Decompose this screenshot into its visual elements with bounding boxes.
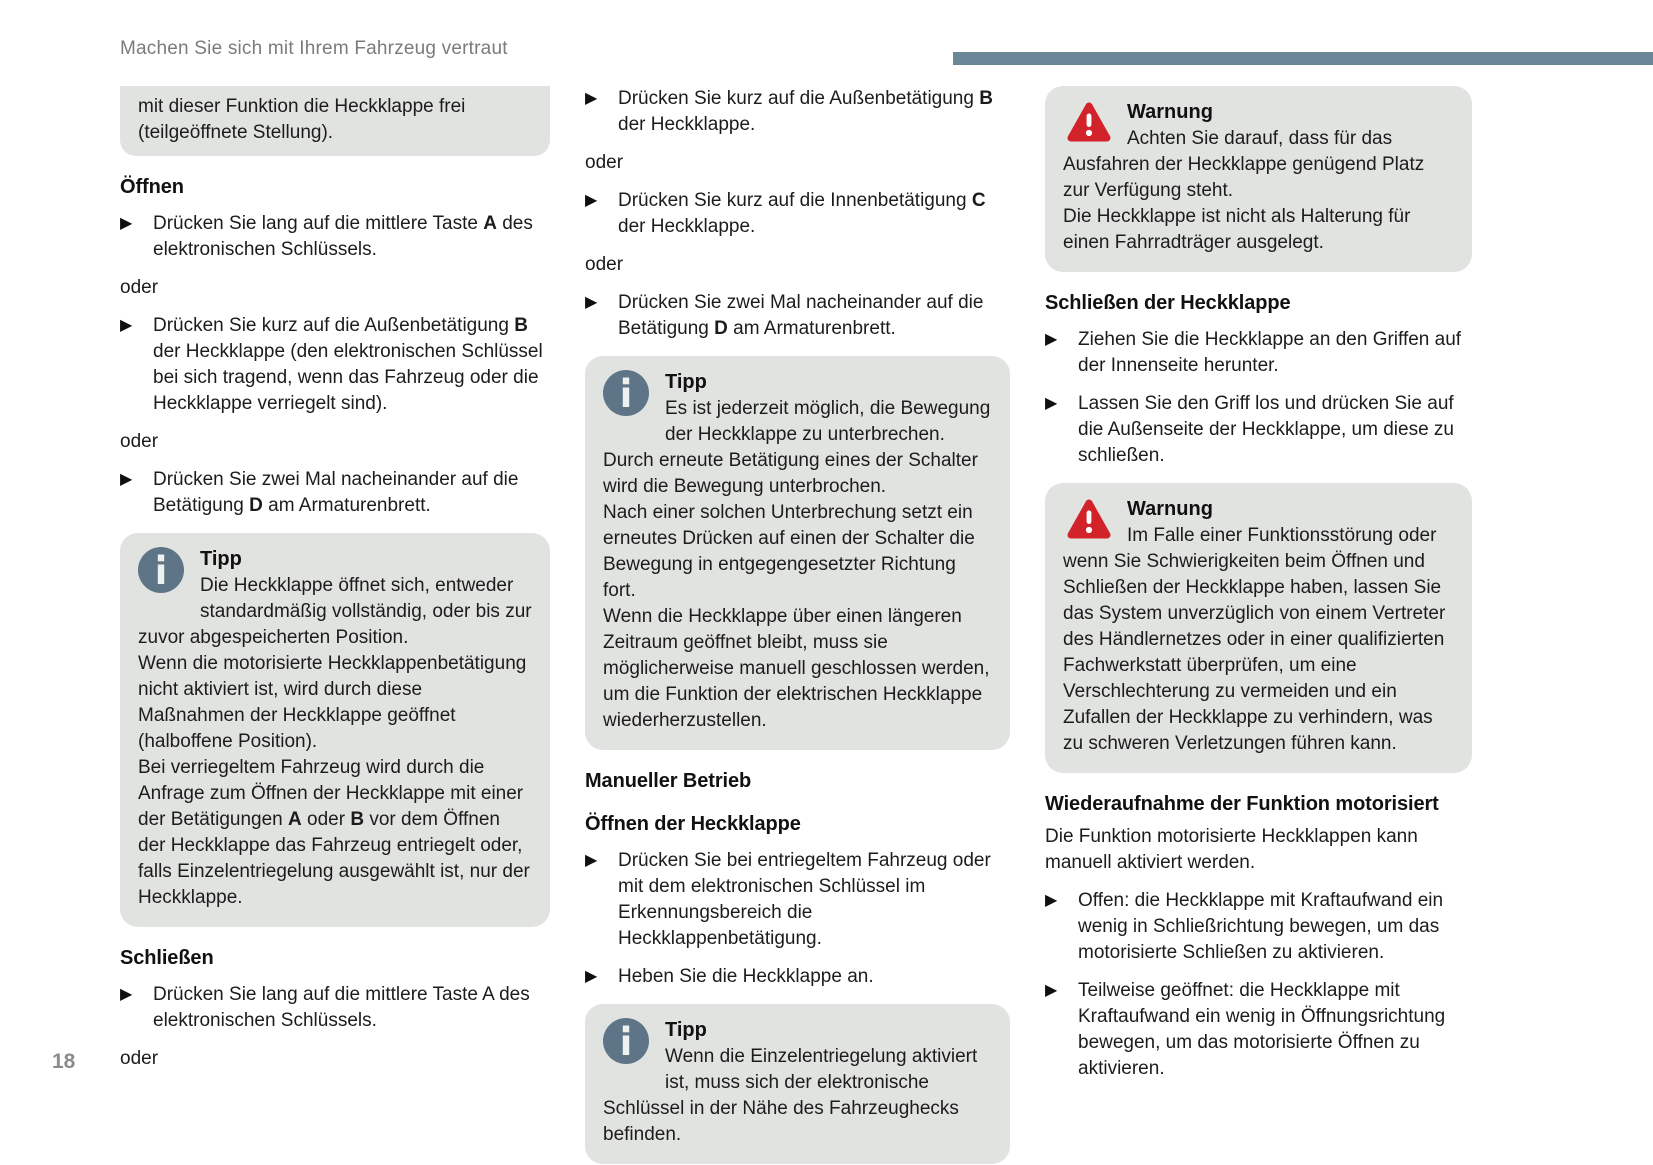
section-heading-oeffnen: Öffnen bbox=[120, 176, 184, 198]
content-columns bbox=[120, 86, 1472, 1165]
tip-title: Tipp bbox=[665, 371, 707, 393]
bullet-arrow-icon: ▶ bbox=[585, 192, 598, 209]
section-heading-schliessen-der-heckklappe: Schließen der Heckklappe bbox=[1045, 292, 1291, 314]
intro-text: mit dieser Funktion die Heckklappe frei (teilgeöffnete Stellung). bbox=[138, 96, 466, 143]
oder-label: oder bbox=[120, 277, 159, 298]
tip-text-line: Nach einer solchen Unterbrechung setzt ein erneutes Drücken auf einen der Schalter die Bewegung in entgegengesetzter Richtung fort. bbox=[603, 502, 975, 601]
column-middle bbox=[585, 86, 1010, 1165]
tip-box bbox=[120, 533, 550, 927]
bullet-text: Teilweise geöffnet: die Heckklappe mit Kraftaufwand ein wenig in Öffnungsrichtung bewegen, um das motorisierte Öffnen zu aktivieren. bbox=[1078, 980, 1446, 1079]
oder-label: oder bbox=[585, 254, 624, 275]
bullet-text: Drücken Sie bei entriegeltem Fahrzeug oder mit dem elektronischen Schlüssel im Erkennungsbereich die Heckklappenbetätigung. bbox=[618, 850, 991, 949]
bullet-arrow-icon: ▶ bbox=[120, 986, 133, 1003]
tip-text-line: Durch erneute Betätigung eines der Schalter wird die Bewegung unterbrochen. bbox=[603, 450, 978, 497]
tip-box bbox=[585, 1004, 1010, 1164]
warning-box bbox=[1045, 483, 1472, 773]
column-right bbox=[1045, 86, 1472, 1094]
section-heading-schliessen: Schließen bbox=[120, 947, 214, 969]
bullet-item bbox=[120, 467, 550, 519]
bullet-arrow-icon: ▶ bbox=[120, 317, 133, 334]
page-number: 18 bbox=[52, 1050, 76, 1073]
warning-box bbox=[1045, 86, 1472, 272]
warning-text-line: Die Heckklappe ist nicht als Halterung für einen Fahrradträger ausgelegt. bbox=[1063, 206, 1411, 253]
tip-title: Tipp bbox=[200, 548, 242, 570]
bullet-text: Drücken Sie lang auf die mittlere Taste A des elektronischen Schlüssels. bbox=[153, 213, 533, 260]
bullet-text: Offen: die Heckklappe mit Kraftaufwand ein wenig in Schließrichtung bewegen, um das motorisierte Schließen zu aktivieren. bbox=[1078, 890, 1444, 963]
bullet-item bbox=[585, 86, 1010, 138]
bullet-text: Drücken Sie zwei Mal nacheinander auf die Betätigung D am Armaturenbrett. bbox=[618, 292, 984, 339]
bullet-arrow-icon: ▶ bbox=[120, 471, 133, 488]
info-icon bbox=[138, 547, 184, 593]
tip-text-line: Die Heckklappe öffnet sich, entweder standardmäßig vollständig, oder bis zur zuvor abgespeicherten Position. bbox=[138, 575, 532, 648]
bullet-item bbox=[1045, 888, 1472, 966]
bullet-arrow-icon: ▶ bbox=[1045, 331, 1058, 348]
bullet-arrow-icon: ▶ bbox=[120, 215, 133, 232]
warning-text-line: Achten Sie darauf, dass für das Ausfahren der Heckklappe genügend Platz zur Verfügung steht. bbox=[1063, 128, 1425, 201]
header-accent-bar bbox=[953, 52, 1653, 65]
info-icon bbox=[603, 370, 649, 416]
bullet-arrow-icon: ▶ bbox=[585, 968, 598, 985]
bullet-text: Drücken Sie kurz auf die Innenbetätigung C der Heckklappe. bbox=[618, 190, 986, 237]
bullet-item bbox=[1045, 391, 1472, 469]
warning-title: Warnung bbox=[1127, 498, 1213, 520]
section-heading-manueller-betrieb: Manueller Betrieb bbox=[585, 770, 752, 792]
bullet-text: Drücken Sie kurz auf die Außenbetätigung B der Heckklappe. bbox=[618, 88, 993, 135]
oder-label: oder bbox=[120, 1048, 159, 1069]
bullet-arrow-icon: ▶ bbox=[585, 294, 598, 311]
bullet-text: Lassen Sie den Griff los und drücken Sie auf die Außenseite der Heckklappe, um diese zu schließen. bbox=[1078, 393, 1454, 466]
bullet-arrow-icon: ▶ bbox=[1045, 892, 1058, 909]
bullet-text: Drücken Sie zwei Mal nacheinander auf die Betätigung D am Armaturenbrett. bbox=[153, 469, 519, 516]
bullet-arrow-icon: ▶ bbox=[1045, 395, 1058, 412]
bullet-item bbox=[1045, 978, 1472, 1082]
bullet-text: Heben Sie die Heckklappe an. bbox=[618, 966, 874, 987]
tip-text-line: Wenn die motorisierte Heckklappenbetätigung nicht aktiviert ist, wird durch diese Maßnahmen der Heckklappe geöffnet (halboffene Position). bbox=[138, 653, 527, 752]
tip-text-line: Es ist jederzeit möglich, die Bewegung der Heckklappe zu unterbrechen. bbox=[665, 398, 991, 445]
section-heading-wiederaufnahme: Wiederaufnahme der Funktion motorisiert bbox=[1045, 793, 1439, 815]
bullet-item bbox=[585, 290, 1010, 342]
warning-text-line: Im Falle einer Funktionsstörung oder wenn Sie Schwierigkeiten beim Öffnen und Schließen der Heckklappe haben, lassen Sie das System unverzüglich von einem Vertreter des Händlernetzes oder in einer qualifizierten Fachwerkstatt überprüfen, um eine Verschlechterung zu vermeiden und ein Zufallen der Heckklappe zu verhindern, was zu schweren Verletzungen führen kann. bbox=[1063, 525, 1446, 754]
intro-continuation-box bbox=[120, 86, 550, 156]
info-icon bbox=[603, 1018, 649, 1064]
bullet-text: Ziehen Sie die Heckklappe an den Griffen auf der Innenseite herunter. bbox=[1078, 329, 1462, 376]
tip-text-line: Wenn die Heckklappe über einen längeren Zeitraum geöffnet bleibt, muss sie möglicherweise manuell geschlossen werden, um die Funktion der elektrischen Heckklappe wiederherzustellen. bbox=[603, 606, 990, 731]
warning-title: Warnung bbox=[1127, 101, 1213, 123]
bullet-text: Drücken Sie kurz auf die Außenbetätigung B der Heckklappe (den elektronischen Schlüssel bei sich tragend, wenn das Fahrzeug oder die Heckklappe verriegelt sind). bbox=[153, 315, 543, 414]
oder-label: oder bbox=[585, 152, 624, 173]
warning-icon bbox=[1065, 100, 1113, 144]
tip-box bbox=[585, 356, 1010, 750]
bullet-item bbox=[120, 313, 550, 417]
bullet-text: Drücken Sie lang auf die mittlere Taste A des elektronischen Schlüssels. bbox=[153, 984, 530, 1031]
bullet-item bbox=[585, 188, 1010, 240]
bullet-arrow-icon: ▶ bbox=[1045, 982, 1058, 999]
page-header-title: Machen Sie sich mit Ihrem Fahrzeug vertraut bbox=[120, 38, 508, 59]
bullet-item bbox=[120, 211, 550, 263]
warning-icon bbox=[1065, 497, 1113, 541]
bullet-item bbox=[585, 964, 1010, 990]
column-left bbox=[120, 86, 550, 1084]
tip-text-line: Bei verriegeltem Fahrzeug wird durch die Anfrage zum Öffnen der Heckklappe mit einer der Betätigungen A oder B vor dem Öffnen der Heckklappe das Fahrzeug entriegelt oder, falls Einzelentriegelung ausgewählt ist, nur der Heckklappe. bbox=[138, 757, 530, 908]
bullet-item bbox=[120, 982, 550, 1034]
bullet-arrow-icon: ▶ bbox=[585, 90, 598, 107]
tip-title: Tipp bbox=[665, 1019, 707, 1041]
tip-text-line: Wenn die Einzelentriegelung aktiviert ist, muss sich der elektronische Schlüssel in der Nähe des Fahrzeughecks befinden. bbox=[603, 1046, 978, 1145]
section-heading-oeffnen-der-heckklappe: Öffnen der Heckklappe bbox=[585, 813, 801, 835]
bullet-item bbox=[585, 848, 1010, 952]
oder-label: oder bbox=[120, 431, 159, 452]
bullet-item bbox=[1045, 327, 1472, 379]
body-paragraph: Die Funktion motorisierte Heckklappen kann manuell aktiviert werden. bbox=[1045, 826, 1418, 873]
bullet-arrow-icon: ▶ bbox=[585, 852, 598, 869]
